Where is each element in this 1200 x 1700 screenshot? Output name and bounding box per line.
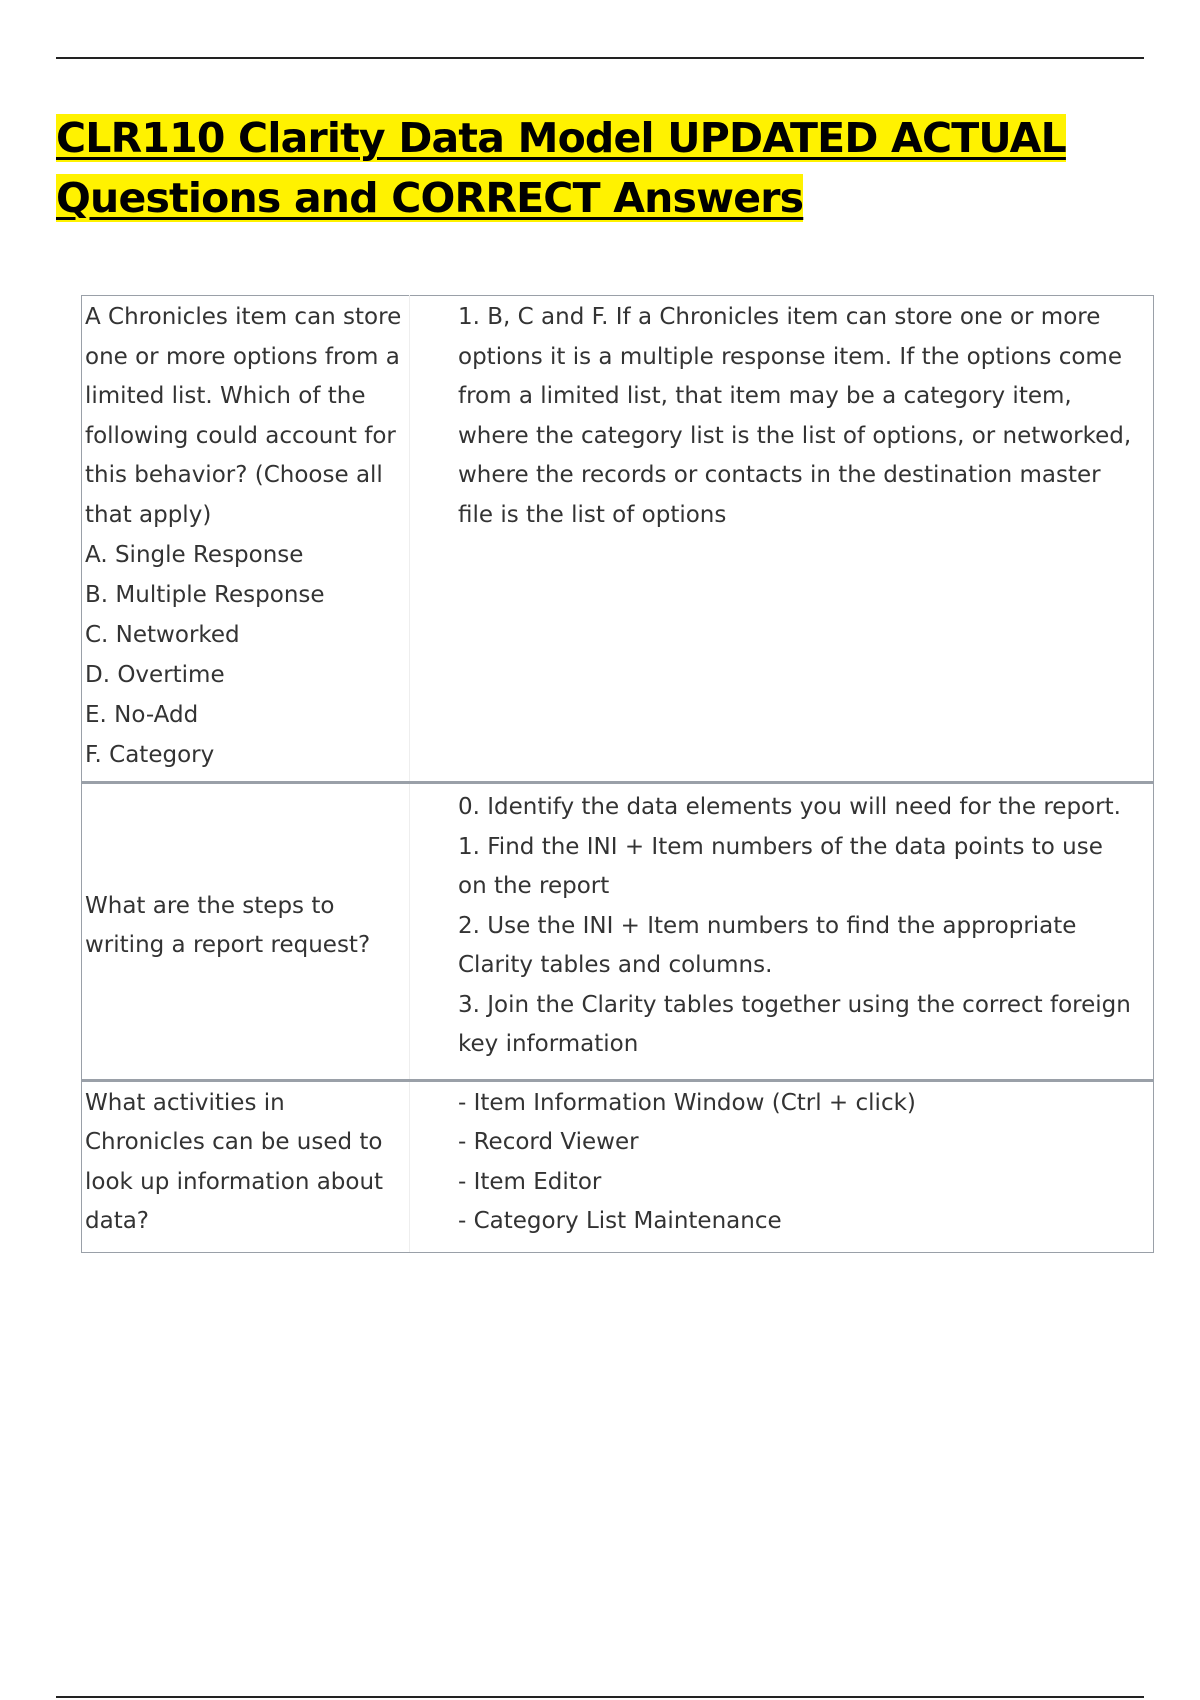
answer-step: 1. Find the INI + Item numbers of the data points to use on the report: [458, 833, 1103, 899]
title-line-1: CLR110 Clarity Data Model UPDATED ACTUAL: [56, 114, 1066, 162]
table-row: [82, 1080, 1154, 1252]
question-cell: [82, 296, 410, 783]
option-item: B. Multiple Response: [85, 582, 325, 608]
option-item: A. Single Response: [85, 542, 304, 568]
option-item: C. Networked: [85, 622, 240, 648]
table-row: [82, 296, 1154, 783]
answer-step: 0. Identify the data elements you will need for the report.: [458, 794, 1121, 820]
question-text: What activities in Chronicles can be used to look up information about data?: [85, 1089, 384, 1234]
header-rule: [56, 57, 1144, 59]
answer-cell: [410, 296, 1154, 783]
answer-cell: [410, 1080, 1154, 1252]
answer-cell: [410, 783, 1154, 1081]
table-row: [82, 783, 1154, 1081]
option-item: F. Category: [85, 742, 215, 768]
option-item: D. Overtime: [85, 662, 225, 688]
title-line-2: Questions and CORRECT Answers: [56, 174, 804, 222]
question-text: What are the steps to writing a report request?: [85, 892, 371, 959]
answer-item: - Category List Maintenance: [458, 1208, 782, 1234]
answer-step: 3. Join the Clarity tables together using the correct foreign key information: [458, 991, 1131, 1057]
question-text: A Chronicles item can store one or more options from a limited list. Which of the following could account for this behavior? (Choose all that apply): [85, 304, 402, 528]
option-item: E. No-Add: [85, 702, 199, 728]
answer-text: 1. B, C and F. If a Chronicles item can store one or more options it is a multiple response item. If the options come from a limited list, that item may be a category item, where the category list is the list of options, or networked, where the records or contacts in the destination master file is the list of options: [458, 304, 1132, 528]
answer-item: - Item Information Window (Ctrl + click): [458, 1089, 916, 1116]
answer-item: - Record Viewer: [458, 1129, 639, 1155]
page-title: [56, 108, 1156, 228]
question-cell: [82, 1080, 410, 1252]
answer-item: - Item Editor: [458, 1168, 602, 1195]
option-list: [85, 535, 403, 775]
answer-step: 2. Use the INI + Item numbers to find the appropriate Clarity tables and columns.: [458, 912, 1077, 978]
footer-rule: [56, 1696, 1144, 1698]
qa-table: [81, 295, 1154, 1253]
question-cell: [82, 783, 410, 1081]
